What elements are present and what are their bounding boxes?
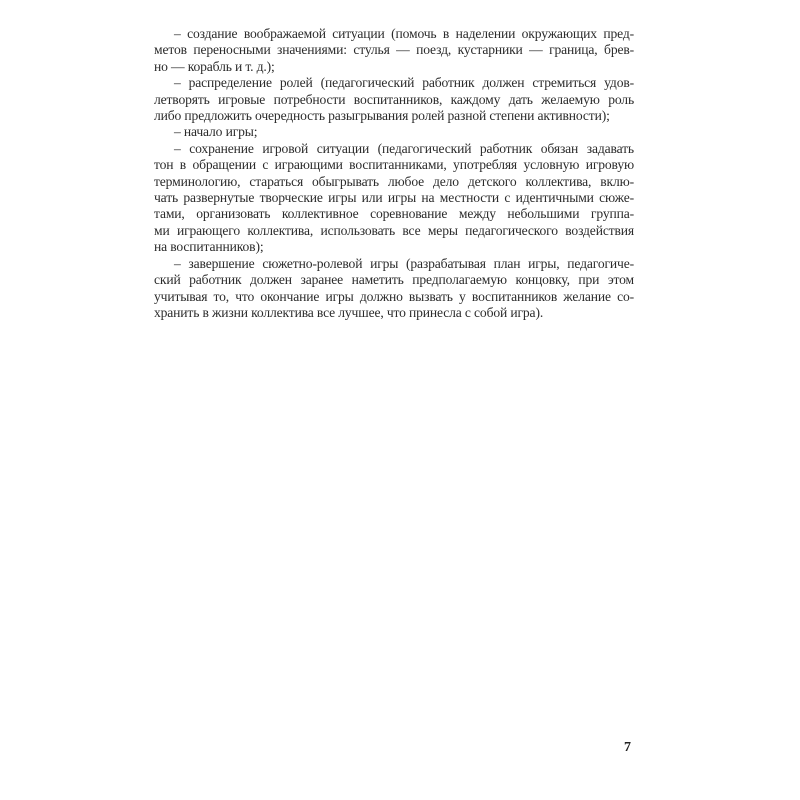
- paragraph-role-play-completion-line-3: учитывая то, что окончание игры должно вызвать у воспитанников желание со-: [154, 288, 634, 304]
- paragraph-imaginary-situation-line-2: метов переносными значениями: стулья — поезд, кустарники — граница, брев-: [154, 42, 634, 58]
- paragraph-game-start-line-1: – начало игры;: [174, 124, 258, 140]
- paragraph-role-play-completion-line-2: ский работник должен заранее наметить предполагаемую концовку, при этом: [154, 272, 634, 288]
- paragraph-imaginary-situation-line-3: но — корабль и т. д.);: [154, 58, 275, 74]
- paragraph-game-situation-line-1: – сохранение игровой ситуации (педагогический работник обязан задавать: [174, 140, 634, 156]
- paragraph-role-distribution-line-3: либо предложить очередность разыгрывания ролей разной степени активности);: [154, 108, 610, 124]
- paragraph-game-situation-line-3: терминологию, стараться обыгрывать любое дело детского коллектива, вклю-: [154, 173, 634, 189]
- paragraph-imaginary-situation-line-1: – создание воображаемой ситуации (помочь в наделении окружающих пред-: [174, 26, 634, 41]
- paragraph-game-situation-line-7: на воспитанников);: [154, 239, 264, 255]
- paragraph-role-play-completion-line-1: – завершение сюжетно-ролевой игры (разрабатывая план игры, педагогиче-: [174, 255, 634, 271]
- page-number: 7: [624, 740, 631, 755]
- body-text: [154, 26, 634, 321]
- paragraph-role-play-completion-line-4: хранить в жизни коллектива все лучшее, что принесла с собой игра).: [154, 304, 544, 320]
- paragraph-game-situation-line-5: тами, организовать коллективное соревнование между небольшими группа-: [154, 206, 634, 222]
- paragraph-game-situation-line-4: чать развернутые творческие игры или игры на местности с идентичными сюже-: [154, 190, 634, 206]
- paragraph-game-situation-line-6: ми играющего коллектива, использовать все меры педагогического воздействия: [154, 222, 634, 238]
- paragraph-role-distribution-line-2: летворять игровые потребности воспитанников, каждому дать желаемую роль: [154, 91, 634, 107]
- paragraph-game-situation-line-2: тон в обращении с играющими воспитанниками, употребляя условную игровую: [154, 157, 634, 173]
- paragraph-role-distribution-line-1: – распределение ролей (педагогический работник должен стремиться удов-: [174, 75, 634, 91]
